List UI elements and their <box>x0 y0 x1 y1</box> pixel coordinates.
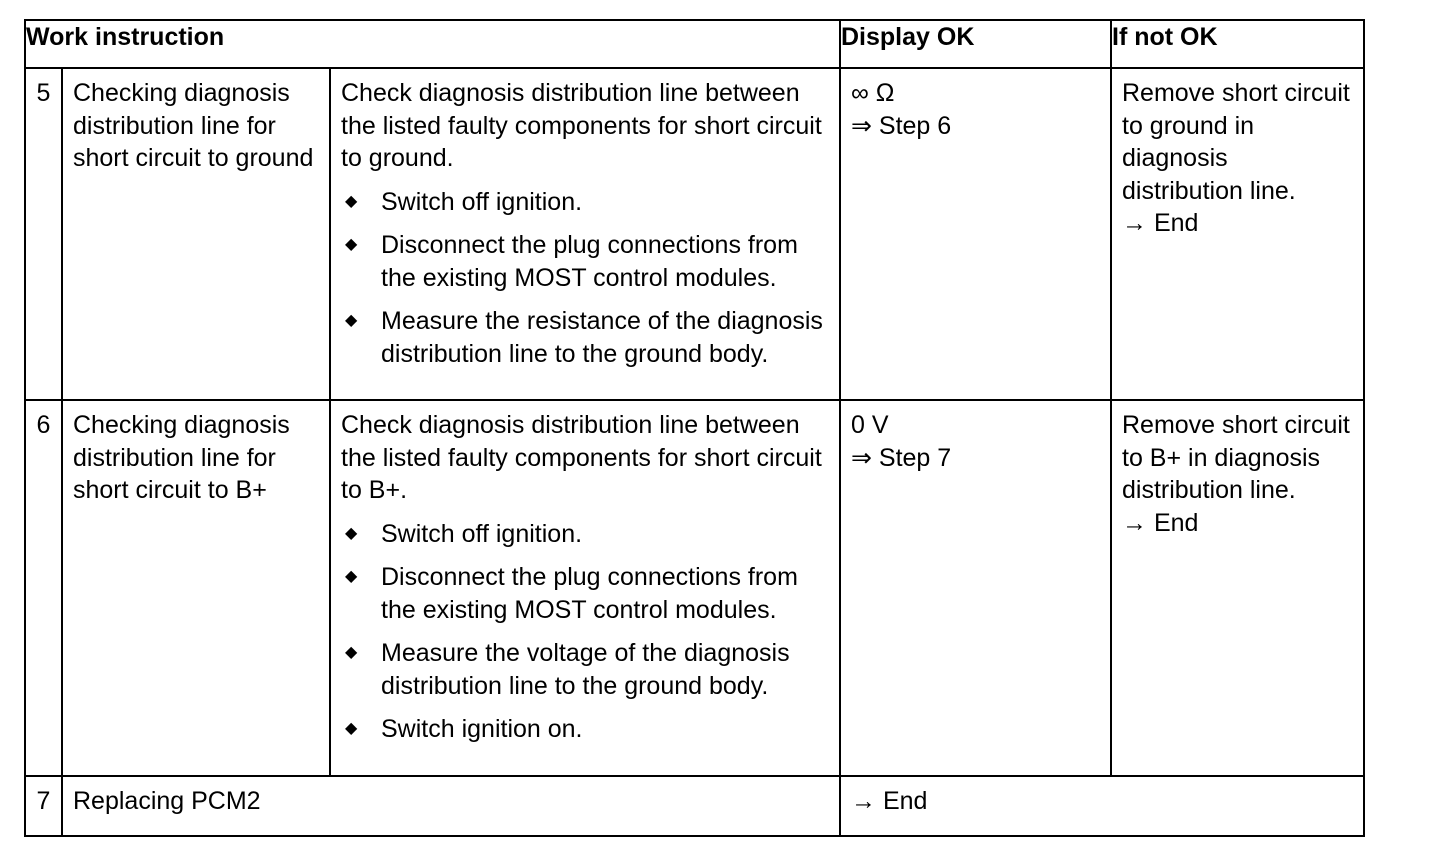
list-item-text: Measure the resistance of the diagnosis distribution line to the ground body. <box>381 307 823 368</box>
list-item-text: Disconnect the plug connections from the existing MOST control modules. <box>381 563 798 624</box>
step-number: 5 <box>25 68 62 400</box>
step-title: Replacing PCM2 <box>62 776 840 836</box>
step-list <box>341 186 833 371</box>
list-item-text: Switch off ignition. <box>381 187 583 216</box>
diamond-bullet-icon: ◆ <box>345 192 358 210</box>
work-instruction-table <box>24 19 1365 837</box>
if-not-ok-cell <box>1111 68 1364 400</box>
step-number: 6 <box>25 400 62 776</box>
list-item <box>341 186 833 219</box>
list-item-text: Switch off ignition. <box>381 519 583 548</box>
diamond-bullet-icon: ◆ <box>345 524 358 542</box>
table-header-row <box>25 20 1364 68</box>
diamond-bullet-icon: ◆ <box>345 568 358 585</box>
display-ok-value: ∞ Ω <box>851 79 895 107</box>
list-item <box>341 561 833 626</box>
header-if-not-ok: If not OK <box>1111 20 1364 68</box>
if-not-ok-cell <box>1111 400 1364 776</box>
display-ok-cell <box>840 400 1111 776</box>
diamond-bullet-icon: ◆ <box>345 236 358 253</box>
display-ok-next: ⇒ Step 7 <box>851 443 952 472</box>
if-not-ok-text: Remove short circuit to B+ in diagnosis distribution line. <box>1122 411 1350 504</box>
list-item-text: Switch ignition on. <box>381 715 583 743</box>
step-instruction: Check diagnosis distribution line between the listed faulty components for short circuit to ground. <box>341 79 822 172</box>
if-not-ok-text: Remove short circuit to ground in diagnosis distribution line. <box>1122 79 1350 205</box>
display-ok-value: 0 V <box>851 411 889 439</box>
list-item-text: Measure the voltage of the diagnosis distribution line to the ground body. <box>381 639 790 700</box>
header-display-ok: Display OK <box>840 20 1111 68</box>
list-item-text: Disconnect the plug connections from the existing MOST control modules. <box>381 231 798 292</box>
step-instruction-cell <box>330 400 840 776</box>
list-item <box>341 305 833 370</box>
if-not-ok-next: → End <box>1122 508 1199 537</box>
display-ok-cell <box>840 68 1111 400</box>
diamond-bullet-icon: ◆ <box>345 312 358 329</box>
list-item <box>341 518 833 551</box>
display-ok-next: ⇒ Step 6 <box>851 111 952 140</box>
table-row <box>25 776 1364 836</box>
list-item <box>341 229 833 294</box>
diamond-bullet-icon: ◆ <box>345 644 358 661</box>
list-item <box>341 713 833 746</box>
step-instruction-cell <box>330 68 840 400</box>
step-title: Checking diagnosis distribution line for short circuit to B+ <box>62 400 330 776</box>
step-list <box>341 518 833 746</box>
step-title: Checking diagnosis distribution line for short circuit to ground <box>62 68 330 400</box>
list-item <box>341 637 833 702</box>
step-instruction: Check diagnosis distribution line between the listed faulty components for short circuit to B+. <box>341 411 822 504</box>
step-number: 7 <box>25 776 62 836</box>
display-ok-next: → End <box>840 776 1364 836</box>
diamond-bullet-icon: ◆ <box>345 720 358 737</box>
if-not-ok-next: → End <box>1122 209 1199 237</box>
table-row <box>25 400 1364 776</box>
table-row <box>25 68 1364 400</box>
header-work-instruction: Work instruction <box>25 20 840 68</box>
